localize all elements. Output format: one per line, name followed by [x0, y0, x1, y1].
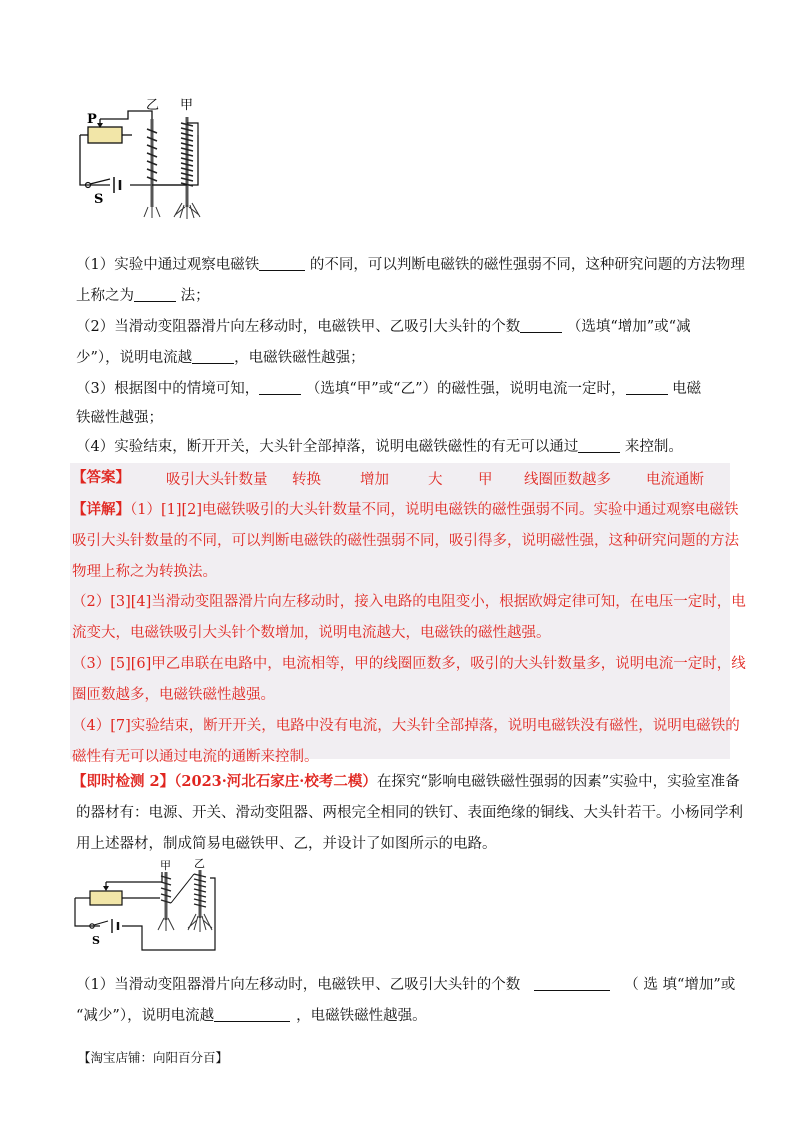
- blank-5[interactable]: [259, 379, 301, 395]
- detail-line-4: （2）[3][4]当滑动变阻器滑片向左移动时，接入电路的电阻变小，根据欧姆定律可知，在电压一定时，电: [72, 594, 746, 610]
- q1-line-3: （2）当滑动变阻器滑片向左移动时，电磁铁甲、乙吸引大头针的个数 （选填“增加”或“减: [76, 319, 691, 335]
- answer-item: 甲: [478, 472, 493, 488]
- q2-line-1: （1）当滑动变阻器滑片向左移动时，电磁铁甲、乙吸引大头针的个数 （ 选 填“增加”或: [76, 977, 736, 993]
- detail-line-3: 物理上称之为转换法。: [72, 564, 217, 580]
- detail-line-7: 圈匝数越多，电磁铁磁性越强。: [72, 687, 275, 703]
- q2-line-2: “减少”），说明电流越 ，电磁铁磁性越强。: [76, 1008, 427, 1024]
- blank-7[interactable]: [578, 437, 620, 453]
- blank-1[interactable]: [259, 255, 305, 271]
- blank-8[interactable]: [534, 975, 610, 991]
- detail-line-8: （4）[7]实验结束，断开开关，电路中没有电流，大头针全部掉落，说明电磁铁没有磁性，说明电磁铁的: [72, 718, 740, 734]
- footer-shop: 【淘宝店铺：向阳百分百】: [78, 1050, 229, 1065]
- detail-line-1: 【详解】（1）[1][2]电磁铁吸引的大头针数量不同，说明电磁铁的磁性强弱不同。实验中通过观察电磁铁: [72, 501, 739, 518]
- answer-item: 转换: [292, 472, 321, 488]
- blank-4[interactable]: [192, 348, 234, 364]
- check-line-1: 【即时检测 2】（2023·河北石家庄·校考二模）在探究“影响电磁铁磁性强弱的因素”实验中，实验室准备: [72, 773, 740, 790]
- answer-item: 线圈匝数越多: [524, 472, 611, 488]
- answer-label: 【答案】: [72, 469, 130, 486]
- detail-line-5: 流变大，电磁铁吸引大头针个数增加，说明电流越大，电磁铁的磁性越强。: [72, 625, 551, 641]
- detail-line-6: （3）[5][6]甲乙串联在电路中，电流相等，甲的线圈匝数多，吸引的大头针数量多，说明电流一定时，线: [72, 656, 746, 672]
- circuit-diagram-1: [70, 95, 230, 225]
- label-jia-2: 甲: [160, 859, 171, 872]
- q1-line-6: 铁磁性越强；: [76, 410, 163, 426]
- answer-item: 吸引大头针数量: [166, 472, 268, 488]
- label-yi-2: 乙: [194, 858, 205, 870]
- electromagnet-yi-2: [188, 870, 212, 932]
- label-s: S: [94, 192, 104, 207]
- answer-item: 增加: [360, 472, 389, 488]
- q1-line-5: （3）根据图中的情境可知， （选填“甲”或“乙”）的磁性强，说明电流一定时， 电磁: [76, 381, 702, 397]
- blank-2[interactable]: [134, 286, 176, 302]
- check-line-3: 用上述器材，制成简易电磁铁甲、乙，并设计了如图所示的电路。: [76, 836, 497, 852]
- answer-item: 电流通断: [646, 472, 704, 488]
- label-jia: 甲: [180, 98, 194, 113]
- blank-3[interactable]: [520, 317, 562, 333]
- q1-line-7: （4）实验结束，断开开关，大头针全部掉落，说明电磁铁磁性的有无可以通过 来控制。: [76, 439, 683, 455]
- q1-line-1: （1）实验中通过观察电磁铁 的不同，可以判断电磁铁的磁性强弱不同，这种研究问题的方法物理: [76, 257, 745, 273]
- electromagnet-jia: [174, 117, 200, 219]
- rheostat: [88, 127, 122, 143]
- q1-line-4: 少”），说明电流越 ，电磁铁磁性越强；: [76, 350, 365, 366]
- detail-line-9: 磁性有无可以通过电流的通断来控制。: [72, 749, 319, 765]
- blank-6[interactable]: [626, 379, 668, 395]
- rheostat-2: [90, 891, 122, 905]
- label-yi: 乙: [146, 98, 160, 113]
- label-p: P: [87, 112, 97, 127]
- electromagnet-yi: [144, 119, 160, 218]
- q1-line-2: 上称之为 法；: [76, 288, 210, 304]
- check-line-2: 的器材有：电源、开关、滑动变阻器、两根完全相同的铁钉、表面绝缘的铜线、大头针若干。小杨同学利: [76, 805, 743, 821]
- answer-item: 大: [428, 472, 443, 488]
- blank-9[interactable]: [214, 1006, 290, 1022]
- detail-line-2: 吸引大头针数量的不同，可以判断电磁铁的磁性强弱不同，吸引得多，说明磁性强，这种研究问题的方法: [72, 533, 739, 549]
- label-s-2: S: [92, 934, 100, 947]
- circuit-diagram-2: [70, 858, 230, 958]
